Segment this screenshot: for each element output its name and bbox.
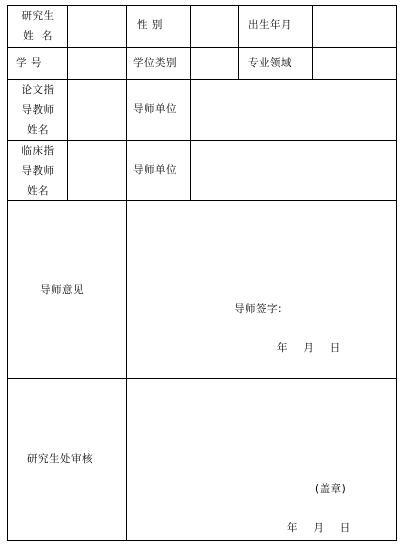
student-id-field[interactable] bbox=[68, 48, 125, 79]
gender-label: 性 别 bbox=[137, 19, 163, 31]
clinical-supervisor-field[interactable] bbox=[68, 141, 125, 200]
table-border-left bbox=[7, 5, 8, 541]
clinical-supervisor-unit-label: 导师单位 bbox=[133, 164, 177, 176]
opinion-field[interactable] bbox=[127, 201, 396, 291]
birth-field[interactable] bbox=[313, 6, 396, 47]
seal-label: (盖章) bbox=[315, 483, 347, 495]
review-label: 研究生处审核 bbox=[27, 453, 93, 465]
opinion-label: 导师意见 bbox=[40, 284, 84, 296]
table-border-bottom bbox=[7, 540, 397, 541]
gender-field[interactable] bbox=[191, 6, 237, 47]
opinion-date: 年 月 日 bbox=[277, 342, 341, 354]
thesis-supervisor-label: 论文指 导教师 姓名 bbox=[21, 84, 55, 136]
table-border-right bbox=[396, 5, 397, 541]
name-label: 研究生 姓 名 bbox=[21, 10, 55, 42]
birth-label: 出生年月 bbox=[248, 19, 292, 31]
column-divider bbox=[238, 5, 239, 80]
review-field[interactable] bbox=[127, 379, 396, 469]
thesis-supervisor-unit-label: 导师单位 bbox=[133, 103, 177, 115]
degree-type-label: 学位类别 bbox=[133, 57, 177, 69]
clinical-supervisor-unit-field[interactable] bbox=[191, 141, 396, 200]
major-label: 专业领域 bbox=[248, 57, 292, 69]
thesis-supervisor-unit-field[interactable] bbox=[191, 80, 396, 140]
clinical-supervisor-label: 临床指 导教师 姓名 bbox=[21, 145, 55, 197]
review-date: 年 月 日 bbox=[287, 522, 351, 534]
student-id-label: 学 号 bbox=[16, 57, 42, 69]
signature-label: 导师签字: bbox=[234, 303, 283, 315]
major-field[interactable] bbox=[313, 48, 396, 79]
degree-type-field[interactable] bbox=[191, 48, 237, 79]
thesis-supervisor-field[interactable] bbox=[68, 80, 125, 140]
name-field[interactable] bbox=[68, 6, 125, 47]
